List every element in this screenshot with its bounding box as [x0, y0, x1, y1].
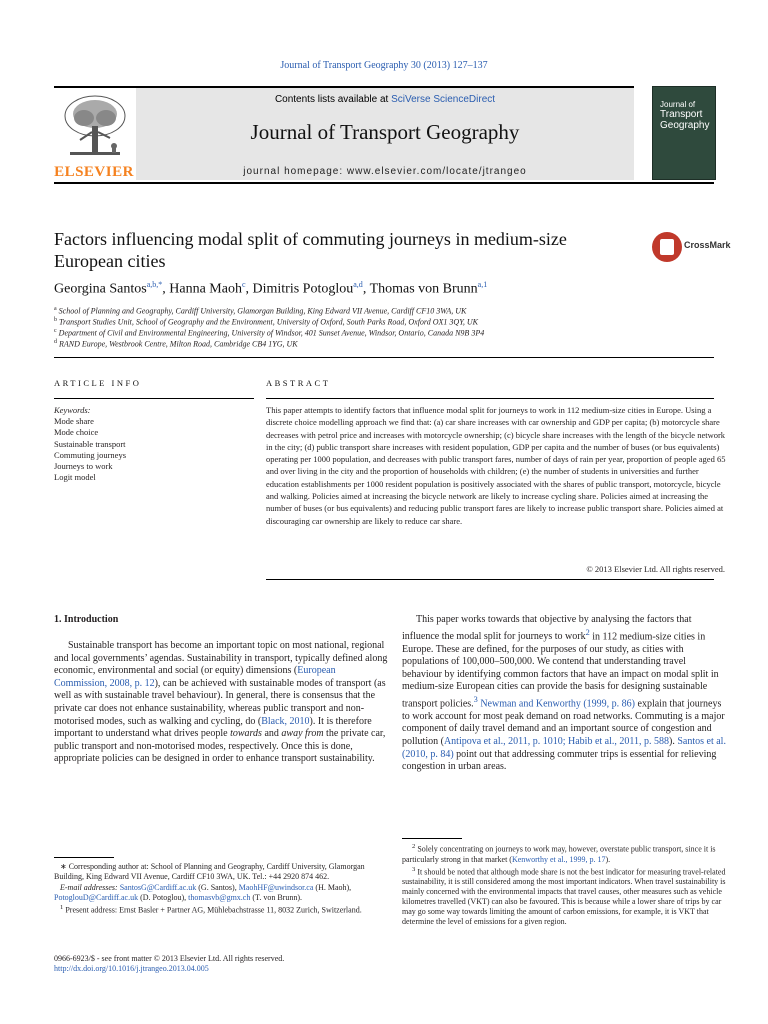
affiliation [54, 339, 714, 349]
abstract-text: This paper attempts to identify factors that influence modal split for journeys to work in 112 medium-size cities in Europe. Using a discrete choice modelling approach we find that: (a) car share increases with car ownership and GDP per capita; (b) motorcycle share decreases with petrol price and increases with motorcycle ownership; (c) bicycle share increases with the length of the bicycle network in the city; (d) public transport share increases with resident population, GDP per capita and the number of buses (or bus equivalents) operating per 1000 population, and decreases with public transport fares, number of days of rain per year, proportion of people aged 65 and over living in the city and the proportion of households with children; (e) the number of students in universities and further education establishments per 1000 resident population is positively associated with the shares of public transport, motorcycle, bicycle and walking. Policies aimed at increasing the bicycle network are likely to increase cycling share. Policies aimed at increasing the number of buses (or bus equivalents) and reducing public transport fares are likely to increase public transport share. Policies aimed at discouraging car ownership are likely to reduce car share. [266, 405, 726, 526]
issn-line: 0966-6923/$ - see front matter © 2013 Elsevier Ltd. All rights reserved. [54, 954, 285, 963]
author-sup[interactable]: c [241, 280, 246, 289]
abstract-rule [266, 398, 714, 399]
keyword: Journeys to work [54, 461, 113, 472]
author-sup[interactable]: a,b,* [146, 280, 163, 289]
author-name: Dimitris Potoglou [252, 281, 354, 297]
footnote-text: Present address: Ernst Basler + Partner AG, Mühlebachstrasse 11, 8032 Zurich, Switzerland. [65, 905, 362, 915]
email-link[interactable]: PotoglouD@Cardiff.ac.uk [54, 893, 139, 902]
footnote [54, 862, 384, 882]
text-run: This paper works towards that objective by analysing the factors that influence the modal split for journeys to work [402, 614, 692, 642]
issn-block [54, 954, 284, 974]
contents-prefix: Contents lists available at [274, 94, 392, 105]
intro-paragraph-right [402, 614, 727, 774]
text-run: in 112 medium-size cities in Europe. These are defined, for the purposes of our study, as cities with populations of 100,000–500,000. We contend that understanding travel behaviour by identifying common factors that have an impact on modal split in medium-size European cities can provide the basis for designing sustainable transport policies. [402, 630, 719, 710]
text-run: Sustainable transport has become an important topic on most national, regional and local governments’ agendas. Sustainability in transport, typically defined along economic, environmental and social (or equity) dimensions ( [54, 640, 388, 677]
footnote-ref[interactable]: 2 [585, 627, 590, 637]
email-link[interactable]: thomasvb@gmx.ch [188, 893, 251, 902]
keyword: Commuting journeys [54, 449, 127, 460]
author-name: Hanna Maoh [169, 281, 242, 297]
affiliation-sup: a [54, 306, 57, 312]
citation-link[interactable]: Newman and Kenworthy (1999, p. 86) [480, 698, 636, 710]
cover-line: Transport [660, 109, 703, 120]
footnote-text: Corresponding author at: School of Planning and Geography, Cardiff University, Glamorgan Building, King Edward VII Avenue, Cardiff CF10 3WA, UK. Tel.: +44 2920 874 462. [54, 862, 365, 881]
affiliation-sup: d [54, 339, 57, 345]
footnote-text: ). [605, 854, 611, 864]
author-sup[interactable]: a,d [353, 280, 363, 289]
header-rule [54, 182, 714, 184]
footnote [54, 903, 384, 916]
keyword: Mode choice [54, 427, 99, 438]
citation-link[interactable]: Antipova et al., 2011, p. 1010; Habib et al., 2011, p. 588 [443, 736, 670, 747]
article-info-rule [54, 398, 254, 399]
footnote-rule [402, 838, 462, 839]
footnote-text: (D. Potoglou), [138, 893, 189, 902]
author-list: Georgina Santos$^{a,b,*}$, Hanna Maoh$^c$, Dimitris Potoglou$^{a,d}$, Thomas von Brunn$^{a,1}$ [54, 280, 488, 297]
affiliation-text: School of Planning and Geography, Cardiff University, Glamorgan Building, King Edward VII Avenue, Cardiff CF10 3WA, UK [58, 306, 467, 316]
citation-link[interactable]: Kenworthy et al., 1999, p. 17 [511, 854, 606, 864]
footnote-text: (G. Santos), [196, 883, 239, 892]
publisher-name: ELSEVIER [54, 164, 134, 180]
email-link[interactable]: SantosG@Cardiff.ac.uk [119, 883, 197, 892]
keywords-list [54, 405, 254, 483]
affiliation [54, 306, 714, 316]
footnote-text: (T. von Brunn). [250, 893, 302, 902]
footnote-text: Solely concentrating on journeys to work may, however, overstate public transport, since it is particularly strong in that market ( [402, 844, 716, 864]
keyword: Sustainable transport [54, 438, 126, 449]
affiliation [54, 328, 714, 338]
footnote-text: It should be noted that although mode share is not the best indicator for measuring travel-related sustainability, it is still considered among the most important indicators. When travel sustainability is mainly concerned with the environmental impacts that travel causes, other measures such as vehicle kilometres travelled (VKT) can also be favoured. This is because while a lower share of trips by car may go some way towards limiting the amount of carbon emissions, for example, it is VKT that determine the level of emissions for a given region. [402, 867, 726, 927]
keyword: Logit model [54, 472, 96, 483]
author-name: Georgina Santos [54, 281, 147, 297]
footnote-number: 1 [60, 904, 64, 911]
cover-line: Journal of [660, 100, 696, 109]
citation-link[interactable]: Santos et al. (2010, p. 84) [402, 736, 726, 760]
text-run: the private car, public transport and non-motorised modes, respectively. Once this is done, appropriate policies can be designed in order to enhance transport sustainability. [54, 728, 386, 765]
keywords-label: Keywords: [54, 405, 91, 415]
text-run: point out that addressing commuter trips is essential for relieving congestion in urban areas. [402, 748, 717, 773]
footnote-number: 2 [412, 843, 416, 850]
elsevier-tree-icon [62, 92, 128, 160]
intro-paragraph-left [54, 640, 388, 766]
section-heading: 1. Introduction [54, 614, 119, 625]
affiliation-text: Transport Studies Unit, School of Geography and the Environment, University of Oxford, South Parks Road, Oxford OX1 3QY, UK [59, 317, 479, 327]
citation-link[interactable]: Black, 2010 [261, 715, 310, 727]
footnote [54, 883, 384, 903]
footnote-text: (H. Maoh), [313, 883, 352, 892]
affiliation-text: RAND Europe, Westbrook Centre, Milton Road, Cambridge CB4 1YG, UK [59, 339, 298, 349]
citation-link[interactable]: European Commission, 2008, p. 12 [54, 665, 336, 689]
crossmark-bookmark-icon [660, 239, 674, 255]
journal-homepage[interactable]: journal homepage: www.elsevier.com/locate/jtrangeo [243, 166, 527, 177]
abstract-bottom-rule [266, 579, 714, 580]
footnote [402, 842, 727, 865]
cover-line: Geography [660, 120, 710, 131]
footnote-symbol: ∗ [60, 862, 67, 871]
email-link[interactable]: MaohHF@uwindsor.ca [238, 883, 314, 892]
text-run: ). [669, 736, 678, 747]
abstract-copyright: © 2013 Elsevier Ltd. All rights reserved. [586, 564, 725, 574]
text-run: and [261, 728, 282, 740]
emphasis: towards [230, 728, 262, 740]
sciencedirect-link[interactable]: SciVerse ScienceDirect [391, 94, 496, 105]
email-label: E-mail addresses: [60, 883, 118, 892]
emphasis: away from [281, 728, 324, 740]
author-name: Thomas von Brunn [369, 281, 478, 297]
contents-line [136, 94, 634, 105]
journal-cover-title [660, 100, 714, 131]
keyword: Mode share [54, 416, 94, 427]
footnote-number: 3 [412, 865, 416, 873]
footnotes-left [54, 862, 384, 916]
journal-citation[interactable]: Journal of Transport Geography 30 (2013) 127–137 [280, 60, 488, 71]
affiliation [54, 317, 714, 327]
footnotes-right [402, 842, 727, 927]
text-run: ), can be achieved with sustainable modes of transport (as well as with sustainable travel behaviour). In general, there is consensus that the private car does not enhance sustainability, whereas public transport and non-motorised modes, such as walking and cycling, do ( [54, 677, 386, 727]
abstract-heading: ABSTRACT [266, 378, 331, 388]
text-run: ). It is therefore important to understand what drives people [54, 715, 372, 740]
affiliation-sup: c [54, 328, 57, 334]
footnote [402, 865, 727, 928]
journal-name: Journal of Transport Geography [250, 120, 520, 144]
paper-title: Factors influencing modal split of commuting journeys in medium-size European cities [54, 229, 567, 271]
article-info-heading: ARTICLE INFO [54, 378, 142, 388]
author-sup[interactable]: a,1 [477, 280, 488, 289]
crossmark-label[interactable]: CrossMark [684, 240, 731, 250]
text-run: explain that journeys to work account for most peak demand on road networks. Commuting is a major component of daily travel demand and an important source of congestion and pollution ( [402, 698, 725, 747]
affiliations-rule [54, 357, 714, 358]
affiliation-sup: b [54, 317, 57, 323]
doi-link[interactable]: http://dx.doi.org/10.1016/j.jtrangeo.2013.04.005 [54, 964, 209, 973]
footnote-rule [54, 857, 114, 858]
affiliation-text: Department of Civil and Environmental Engineering, University of Windsor, 401 Sunset Avenue, Windsor, Ontario, Canada N9B 3P4 [58, 328, 485, 338]
footnote-ref[interactable]: 3 [473, 694, 478, 704]
